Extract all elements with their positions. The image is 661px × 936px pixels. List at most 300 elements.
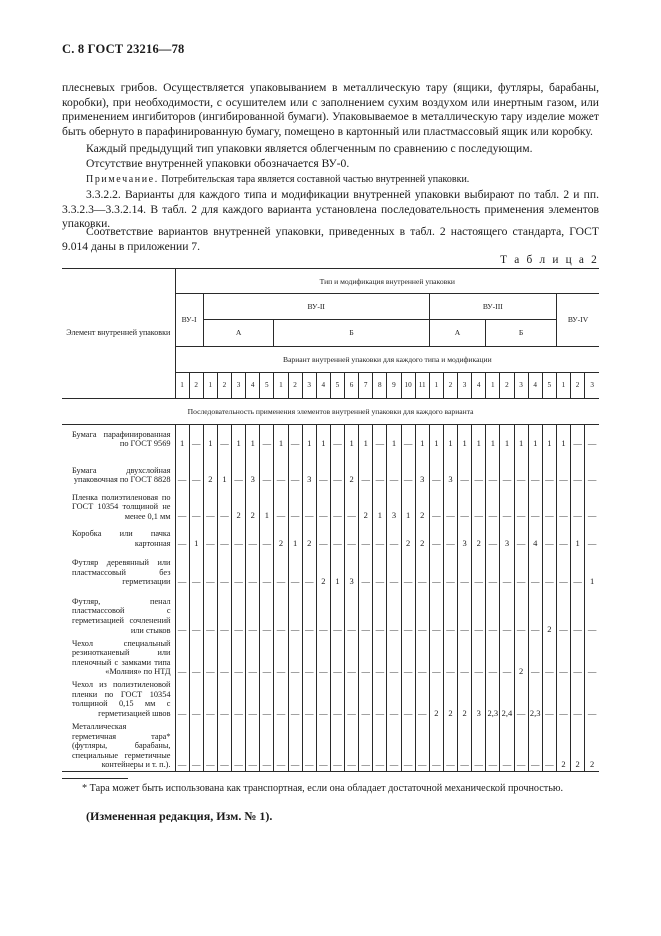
sequence-cell: —	[217, 678, 231, 720]
variant-number: 3	[302, 372, 316, 398]
sequence-cell: —	[316, 522, 330, 549]
footnote-rule	[62, 778, 128, 779]
sequence-cell: —	[330, 678, 344, 720]
variant-number: 1	[429, 372, 443, 398]
sequence-cell: 2	[443, 678, 457, 720]
sequence-cell: —	[443, 550, 457, 588]
sequence-cell: 3	[302, 450, 316, 486]
sequence-cell: —	[189, 588, 203, 636]
sequence-cell: —	[514, 678, 528, 720]
sequence-cell: —	[288, 588, 302, 636]
sequence-cell: —	[528, 588, 542, 636]
sequence-cell: —	[203, 486, 217, 522]
variant-number: 4	[246, 372, 260, 398]
sequence-cell: —	[246, 522, 260, 549]
sequence-cell: 2,3	[528, 678, 542, 720]
sequence-cell: —	[514, 550, 528, 588]
footnote: * Тара может быть использована как транспортная, если она обладает достаточной механической прочностью.	[82, 783, 564, 794]
sequence-cell: —	[232, 522, 246, 549]
sequence-cell: —	[345, 522, 359, 549]
sequence-cell: —	[585, 486, 600, 522]
variant-number: 2	[189, 372, 203, 398]
sequence-cell: —	[585, 425, 600, 450]
sequence-cell: 3	[443, 450, 457, 486]
sequence-cell: 2	[345, 450, 359, 486]
sequence-cell: 1	[401, 486, 415, 522]
sequence-cell: —	[217, 486, 231, 522]
sequence-cell: —	[514, 522, 528, 549]
sequence-cell: —	[217, 636, 231, 678]
paragraph-text: Каждый предыдущий тип упаковки является облегченным по сравнению с последующим.	[86, 142, 533, 155]
sequence-cell: —	[571, 636, 585, 678]
sequence-cell: —	[542, 550, 556, 588]
sequence-cell: —	[302, 588, 316, 636]
sequence-cell: —	[288, 425, 302, 450]
sequence-cell: —	[415, 550, 429, 588]
sequence-cell: —	[387, 720, 401, 772]
element-label: Бумага двухслойная упаковочная по ГОСТ 8828	[62, 450, 175, 486]
sequence-cell: —	[232, 450, 246, 486]
sequence-cell: 2	[542, 588, 556, 636]
sequence-cell: 1	[316, 425, 330, 450]
sequence-cell: —	[486, 588, 500, 636]
variant-header: Вариант внутренней упаковки для каждого типа и модификации	[175, 346, 599, 372]
sequence-cell: —	[429, 522, 443, 549]
variant-number: 2	[571, 372, 585, 398]
sequence-cell: —	[274, 588, 288, 636]
variant-number: 2	[443, 372, 457, 398]
variant-number: 1	[556, 372, 570, 398]
sequence-cell: —	[401, 636, 415, 678]
sequence-cell: —	[217, 550, 231, 588]
sequence-cell: 2	[514, 636, 528, 678]
sequence-cell: —	[316, 636, 330, 678]
note	[62, 173, 599, 188]
element-label: Пленка полиэтиленовая по ГОСТ 10354 толщиной не менее 0,1 мм	[62, 486, 175, 522]
sequence-header: Последовательность применения элементов внутренней упаковки для каждого варианта	[62, 398, 599, 424]
sequence-cell: —	[288, 678, 302, 720]
sequence-cell: —	[274, 636, 288, 678]
sequence-cell: 2	[415, 486, 429, 522]
sequence-cell: 1	[373, 486, 387, 522]
mod-vu2-b: Б	[274, 320, 429, 346]
sequence-cell: 3	[500, 522, 514, 549]
sequence-cell: —	[246, 720, 260, 772]
sequence-cell: —	[232, 720, 246, 772]
type-vu-3: ВУ-III	[429, 294, 556, 320]
sequence-cell: —	[203, 522, 217, 549]
sequence-cell: —	[585, 636, 600, 678]
sequence-cell: —	[373, 636, 387, 678]
element-label: Коробка или пачка картонная	[62, 522, 175, 549]
sequence-cell: —	[260, 522, 274, 549]
sequence-cell: —	[203, 550, 217, 588]
sequence-cell: —	[542, 522, 556, 549]
sequence-cell: —	[528, 720, 542, 772]
sequence-cell: 1	[415, 425, 429, 450]
sequence-cell: —	[429, 550, 443, 588]
sequence-cell: —	[359, 678, 373, 720]
sequence-cell: —	[429, 450, 443, 486]
table-row	[62, 720, 599, 772]
sequence-cell: —	[217, 522, 231, 549]
variant-number: 3	[585, 372, 600, 398]
sequence-cell: —	[359, 588, 373, 636]
type-header: Тип и модификация внутренней упаковки	[175, 269, 599, 294]
table-row	[62, 522, 599, 549]
element-label: Футляр деревянный или пластмассовый без герметизации	[62, 550, 175, 588]
sequence-cell: —	[443, 588, 457, 636]
sequence-cell: —	[260, 720, 274, 772]
note-label: Примечание.	[86, 174, 159, 185]
sequence-cell: —	[542, 720, 556, 772]
variant-number: 4	[316, 372, 330, 398]
sequence-cell: —	[203, 636, 217, 678]
sequence-cell: —	[246, 636, 260, 678]
table-title: Т а б л и ц а 2	[500, 254, 599, 266]
table-row	[62, 486, 599, 522]
table-row	[62, 450, 599, 486]
paragraph-vu0	[62, 157, 599, 172]
sequence-cell: —	[556, 588, 570, 636]
sequence-cell: 1	[217, 450, 231, 486]
sequence-cell: —	[556, 486, 570, 522]
sequence-cell: 2	[359, 486, 373, 522]
sequence-cell: —	[175, 636, 189, 678]
sequence-cell: 3	[415, 450, 429, 486]
sequence-cell: —	[189, 450, 203, 486]
table-row	[62, 425, 599, 450]
variant-number: 1	[203, 372, 217, 398]
sequence-cell: —	[528, 636, 542, 678]
sequence-cell: —	[260, 678, 274, 720]
sequence-cell: —	[387, 678, 401, 720]
sequence-cell: —	[189, 425, 203, 450]
sequence-cell: —	[514, 486, 528, 522]
sequence-cell: —	[429, 588, 443, 636]
sequence-cell: —	[260, 588, 274, 636]
sequence-cell: —	[260, 425, 274, 450]
sequence-cell: 2	[302, 522, 316, 549]
table-row	[62, 678, 599, 720]
sequence-cell: —	[359, 550, 373, 588]
sequence-cell: —	[359, 522, 373, 549]
sequence-cell: —	[514, 588, 528, 636]
sequence-cell: —	[345, 678, 359, 720]
sequence-cell: —	[542, 678, 556, 720]
sequence-cell: —	[330, 522, 344, 549]
sequence-cell: —	[232, 678, 246, 720]
sequence-cell: —	[556, 522, 570, 549]
sequence-cell: —	[189, 550, 203, 588]
sequence-cell: 3	[458, 522, 472, 549]
mod-vu3-b: Б	[486, 320, 557, 346]
sequence-cell: —	[458, 450, 472, 486]
sequence-cell: —	[260, 636, 274, 678]
sequence-cell: 1	[556, 425, 570, 450]
sequence-cell: —	[246, 588, 260, 636]
sequence-cell: —	[330, 425, 344, 450]
variant-number: 3	[232, 372, 246, 398]
variant-number: 4	[528, 372, 542, 398]
variant-number: 5	[260, 372, 274, 398]
sequence-cell: —	[443, 486, 457, 522]
sequence-cell: —	[274, 450, 288, 486]
note-text: Потребительская тара является составной частью внутренней упаковки.	[161, 174, 470, 185]
sequence-cell: —	[288, 486, 302, 522]
sequence-cell: 2	[556, 720, 570, 772]
variant-number: 3	[514, 372, 528, 398]
sequence-cell: —	[373, 588, 387, 636]
sequence-cell: 2	[472, 522, 486, 549]
sequence-cell: —	[232, 588, 246, 636]
sequence-cell: —	[472, 550, 486, 588]
sequence-cell: —	[472, 450, 486, 486]
sequence-cell: —	[585, 588, 600, 636]
sequence-cell: —	[203, 720, 217, 772]
sequence-cell: 2,3	[486, 678, 500, 720]
sequence-cell: —	[458, 486, 472, 522]
sequence-cell: —	[571, 486, 585, 522]
variant-number: 5	[330, 372, 344, 398]
sequence-cell: 1	[486, 425, 500, 450]
sequence-cell: —	[472, 636, 486, 678]
type-vu-4: ВУ-IV	[556, 294, 599, 346]
sequence-cell: —	[429, 486, 443, 522]
sequence-cell: —	[175, 522, 189, 549]
sequence-cell: 1	[175, 425, 189, 450]
sequence-cell: —	[542, 486, 556, 522]
sequence-cell: 2	[571, 720, 585, 772]
mod-vu3-a: А	[429, 320, 486, 346]
sequence-cell: —	[585, 450, 600, 486]
sequence-cell: 3	[387, 486, 401, 522]
sequence-cell: —	[556, 450, 570, 486]
type-vu-2: ВУ-II	[203, 294, 429, 320]
element-label: Металлическая герметичная тара* (футляры, барабаны, специальные герметичные контейнеры и т. п.).	[62, 720, 175, 772]
sequence-cell: —	[373, 720, 387, 772]
packaging-variants-table	[62, 268, 599, 772]
sequence-cell: —	[429, 720, 443, 772]
sequence-cell: 3	[472, 678, 486, 720]
sequence-cell: —	[345, 720, 359, 772]
sequence-cell: —	[571, 550, 585, 588]
sequence-cell: —	[486, 550, 500, 588]
sequence-cell: —	[345, 588, 359, 636]
table-row	[62, 588, 599, 636]
sequence-cell: —	[189, 678, 203, 720]
sequence-cell: —	[500, 588, 514, 636]
sequence-cell: —	[232, 636, 246, 678]
sequence-cell: —	[246, 550, 260, 588]
sequence-cell: —	[330, 588, 344, 636]
sequence-cell: 1	[458, 425, 472, 450]
sequence-cell: —	[585, 678, 600, 720]
sequence-cell: —	[175, 720, 189, 772]
sequence-cell: —	[443, 720, 457, 772]
variant-number: 7	[359, 372, 373, 398]
sequence-cell: —	[500, 450, 514, 486]
sequence-cell: —	[373, 522, 387, 549]
sequence-cell: —	[401, 720, 415, 772]
variant-number: 5	[542, 372, 556, 398]
sequence-cell: —	[472, 588, 486, 636]
sequence-cell: —	[571, 450, 585, 486]
page-header: С. 8 ГОСТ 23216—78	[62, 42, 185, 56]
sequence-cell: —	[571, 678, 585, 720]
element-label: Бумага парафинированная по ГОСТ 9569	[62, 425, 175, 450]
variant-number: 2	[500, 372, 514, 398]
sequence-cell: 3	[345, 550, 359, 588]
sequence-cell: —	[556, 636, 570, 678]
edition-note: (Измененная редакция, Изм. № 1).	[86, 809, 273, 823]
sequence-cell: —	[288, 636, 302, 678]
sequence-cell: —	[458, 636, 472, 678]
sequence-cell: 2	[585, 720, 600, 772]
paragraph-text: Соответствие вариантов внутренней упаковки, приведенных в табл. 2 настоящего стандарта, ГОСТ 9.014 даны в приложении 7.	[62, 225, 599, 253]
sequence-cell: —	[288, 550, 302, 588]
element-label: Чехол из полиэтиленовой пленки по ГОСТ 10354 толщиной 0,15 мм с герметизацией швов	[62, 678, 175, 720]
sequence-cell: —	[274, 550, 288, 588]
variant-number: 10	[401, 372, 415, 398]
sequence-cell: —	[500, 636, 514, 678]
sequence-cell: 1	[288, 522, 302, 549]
sequence-cell: 1	[472, 425, 486, 450]
sequence-cell: —	[246, 678, 260, 720]
sequence-cell: 2	[458, 678, 472, 720]
sequence-cell: —	[401, 678, 415, 720]
sequence-cell: —	[458, 550, 472, 588]
sequence-cell: 2	[232, 486, 246, 522]
sequence-cell: —	[232, 550, 246, 588]
sequence-cell: 1	[302, 425, 316, 450]
sequence-cell: —	[486, 636, 500, 678]
table-row	[62, 550, 599, 588]
sequence-cell: 1	[514, 425, 528, 450]
sequence-cell: —	[542, 450, 556, 486]
type-vu-1: ВУ-I	[175, 294, 203, 346]
paragraph-packaging-lighter	[62, 142, 599, 157]
sequence-cell: 1	[189, 522, 203, 549]
sequence-cell: —	[500, 720, 514, 772]
sequence-cell: —	[274, 486, 288, 522]
variant-number: 6	[345, 372, 359, 398]
sequence-cell: —	[288, 720, 302, 772]
sequence-cell: —	[528, 550, 542, 588]
sequence-cell: 1	[500, 425, 514, 450]
sequence-cell: —	[345, 636, 359, 678]
sequence-cell: 3	[246, 450, 260, 486]
sequence-cell: —	[500, 486, 514, 522]
sequence-cell: —	[373, 450, 387, 486]
sequence-cell: —	[528, 450, 542, 486]
variant-number: 8	[373, 372, 387, 398]
sequence-cell: —	[486, 720, 500, 772]
sequence-cell: 1	[443, 425, 457, 450]
sequence-cell: 1	[571, 522, 585, 549]
paragraph-text: Отсутствие внутренней упаковки обозначается ВУ-0.	[86, 157, 350, 170]
sequence-cell: —	[556, 550, 570, 588]
sequence-cell: —	[330, 486, 344, 522]
sequence-cell: —	[415, 678, 429, 720]
sequence-cell: 2,4	[500, 678, 514, 720]
sequence-cell: 1	[359, 425, 373, 450]
sequence-cell: —	[500, 550, 514, 588]
sequence-cell: 1	[274, 425, 288, 450]
sequence-cell: —	[189, 486, 203, 522]
sequence-cell: —	[486, 486, 500, 522]
sequence-cell: —	[175, 588, 189, 636]
sequence-cell: —	[486, 450, 500, 486]
sequence-cell: 2	[203, 450, 217, 486]
sequence-cell: —	[203, 678, 217, 720]
sequence-cell: —	[302, 678, 316, 720]
sequence-cell: —	[345, 486, 359, 522]
sequence-cell: 1	[429, 425, 443, 450]
sequence-cell: —	[217, 720, 231, 772]
sequence-cell: 1	[387, 425, 401, 450]
sequence-cell: —	[316, 588, 330, 636]
sequence-cell: 2	[415, 522, 429, 549]
sequence-cell: —	[415, 588, 429, 636]
sequence-cell: —	[373, 678, 387, 720]
sequence-cell: —	[260, 550, 274, 588]
sequence-cell: —	[274, 678, 288, 720]
sequence-cell: —	[302, 636, 316, 678]
variant-number: 9	[387, 372, 401, 398]
sequence-cell: —	[330, 720, 344, 772]
sequence-cell: 1	[542, 425, 556, 450]
sequence-cell: —	[458, 720, 472, 772]
sequence-cell: —	[542, 636, 556, 678]
sequence-cell: 2	[246, 486, 260, 522]
sequence-cell: —	[189, 636, 203, 678]
sequence-cell: 4	[528, 522, 542, 549]
variant-number: 4	[472, 372, 486, 398]
sequence-cell: —	[175, 486, 189, 522]
sequence-cell: 2	[316, 550, 330, 588]
sequence-cell: —	[387, 636, 401, 678]
sequence-cell: —	[330, 636, 344, 678]
sequence-cell: —	[359, 720, 373, 772]
variant-number: 1	[175, 372, 189, 398]
table-row	[62, 636, 599, 678]
variant-number: 11	[415, 372, 429, 398]
sequence-cell: —	[387, 550, 401, 588]
paragraph-correspondence	[62, 225, 599, 254]
sequence-cell: 1	[246, 425, 260, 450]
paragraph-text: 3.3.2.2. Варианты для каждого типа и модификации внутренней упаковки выбирают по табл. 2 и пп. 3.3.2.3—3.3.2.14. В табл. 2 для каждого варианта установлена последовательность применения элементов упаковки.	[62, 188, 599, 231]
sequence-cell: —	[203, 588, 217, 636]
sequence-cell: 2	[401, 522, 415, 549]
sequence-cell: —	[514, 450, 528, 486]
sequence-cell: —	[585, 522, 600, 549]
sequence-cell: —	[415, 720, 429, 772]
sequence-cell: —	[373, 425, 387, 450]
element-label: Чехол специальный резинотканевый или пленочный с замками типа «Молния» по НТД	[62, 636, 175, 678]
sequence-cell: —	[571, 588, 585, 636]
sequence-cell: —	[486, 522, 500, 549]
sequence-cell: —	[217, 425, 231, 450]
sequence-cell: —	[316, 450, 330, 486]
variant-number: 2	[217, 372, 231, 398]
sequence-cell: 1	[585, 550, 600, 588]
sequence-cell: 2	[274, 522, 288, 549]
sequence-cell: —	[415, 636, 429, 678]
sequence-cell: —	[472, 720, 486, 772]
variant-number: 1	[486, 372, 500, 398]
sequence-cell: —	[288, 450, 302, 486]
